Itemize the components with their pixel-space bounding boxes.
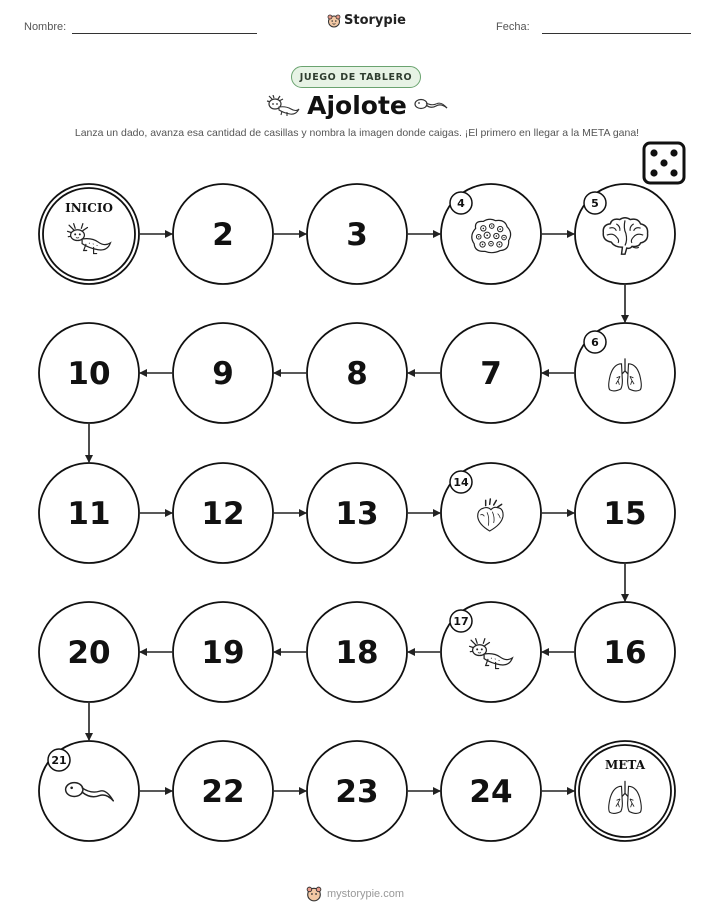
cell-number: 4 bbox=[457, 197, 465, 210]
board-cell-15 bbox=[575, 463, 675, 563]
cell-number: 22 bbox=[201, 774, 245, 810]
start-label: INICIO bbox=[65, 201, 113, 215]
board-cell-9 bbox=[173, 323, 273, 423]
footer-url[interactable]: mystorypie.com bbox=[327, 888, 405, 900]
egg-cluster-icon bbox=[472, 219, 511, 252]
board-cell-8 bbox=[307, 323, 407, 423]
game-type-badge: JUEGO DE TABLERO bbox=[291, 66, 421, 88]
cell-number: 8 bbox=[346, 356, 368, 392]
finish-label: META bbox=[604, 758, 646, 772]
board-cell-22 bbox=[173, 741, 273, 841]
board-cell-14 bbox=[441, 463, 541, 563]
board-cell-24 bbox=[441, 741, 541, 841]
cell-number: 14 bbox=[453, 476, 469, 489]
board-cell-11 bbox=[39, 463, 139, 563]
board-cell-5 bbox=[575, 184, 675, 284]
cell-number: 24 bbox=[469, 774, 513, 810]
cell-number: 9 bbox=[212, 356, 234, 392]
cell-number: 11 bbox=[67, 496, 111, 532]
cell-number: 23 bbox=[335, 774, 379, 810]
cell-number: 2 bbox=[212, 217, 234, 253]
cell-number: 10 bbox=[67, 356, 111, 392]
page-title: Ajolote bbox=[307, 91, 407, 120]
cell-number: 21 bbox=[51, 754, 67, 767]
footer bbox=[306, 886, 404, 902]
cell-number: 3 bbox=[346, 217, 368, 253]
board-cell-3 bbox=[307, 184, 407, 284]
board-cell-12 bbox=[173, 463, 273, 563]
board-cell-16 bbox=[575, 602, 675, 702]
storypie-mascot-icon bbox=[306, 886, 322, 902]
dice-five-icon bbox=[644, 143, 684, 183]
board-cell-19 bbox=[173, 602, 273, 702]
date-label: Fecha: bbox=[496, 21, 530, 33]
board-cell-2 bbox=[173, 184, 273, 284]
instructions: Lanza un dado, avanza esa cantidad de casillas y nombra la imagen donde caigas. ¡El primero en llegar a la META gana! bbox=[74, 127, 640, 139]
cell-number: 6 bbox=[591, 336, 599, 349]
cell-number: 16 bbox=[603, 635, 647, 671]
board-cell-17 bbox=[441, 602, 541, 702]
brand-name: Storypie bbox=[344, 13, 406, 28]
cell-number: 19 bbox=[201, 635, 245, 671]
cell-number: 13 bbox=[335, 496, 379, 532]
cell-number: 15 bbox=[603, 496, 647, 532]
board-cell-21 bbox=[39, 741, 139, 841]
board-cell-1 bbox=[39, 184, 139, 284]
board-cell-6 bbox=[575, 323, 675, 423]
board-cell-20 bbox=[39, 602, 139, 702]
board-cell-25 bbox=[575, 741, 675, 841]
cell-number: 7 bbox=[480, 356, 502, 392]
cell-number: 5 bbox=[591, 197, 599, 210]
cell-number: 20 bbox=[67, 635, 111, 671]
board-cell-23 bbox=[307, 741, 407, 841]
cell-number: 18 bbox=[335, 635, 379, 671]
board-cell-10 bbox=[39, 323, 139, 423]
board-cell-13 bbox=[307, 463, 407, 563]
name-label: Nombre: bbox=[24, 21, 67, 33]
cell-number: 17 bbox=[453, 615, 469, 628]
board-cell-4 bbox=[441, 184, 541, 284]
board-cell-7 bbox=[441, 323, 541, 423]
board-cell-18 bbox=[307, 602, 407, 702]
cell-number: 12 bbox=[201, 496, 245, 532]
